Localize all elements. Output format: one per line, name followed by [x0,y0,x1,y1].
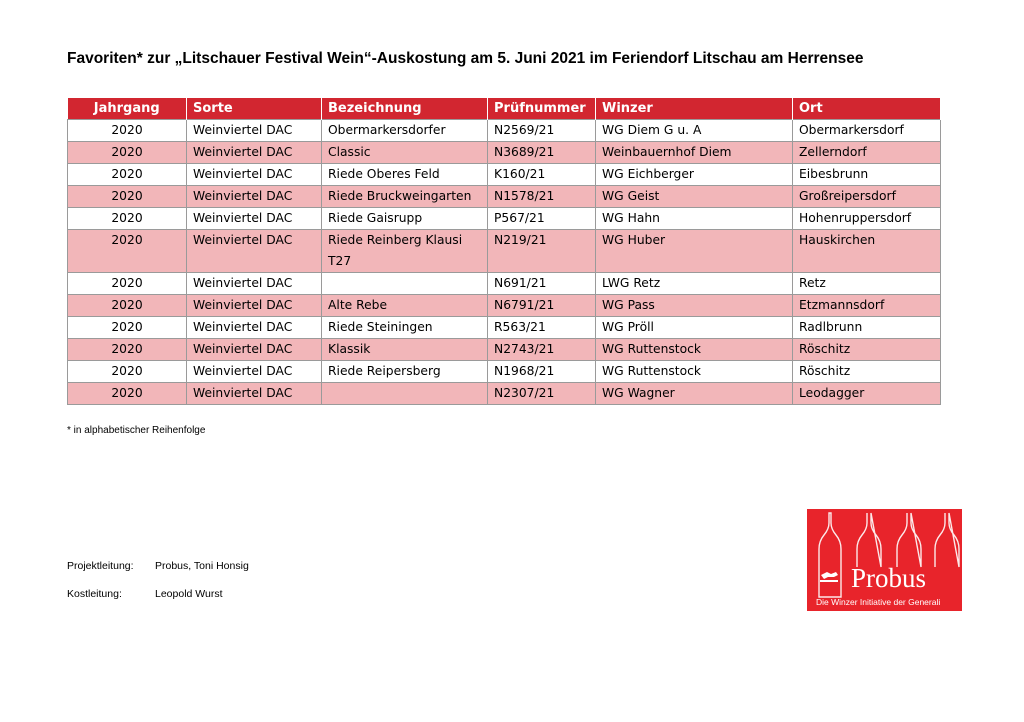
cell-jahrgang: 2020 [68,120,187,142]
project-lead-label: Projektleitung: [67,560,134,572]
cell-bezeichnung [322,273,488,295]
tasting-lead-value: Leopold Wurst [155,588,223,600]
project-lead [67,560,249,572]
cell-winzer: WG Pröll [596,317,793,339]
cell-pruefnummer: N2569/21 [488,120,596,142]
cell-winzer: WG Huber [596,230,793,273]
cell-sorte: Weinviertel DAC [187,120,322,142]
cell-bezeichnung [322,383,488,405]
column-header-winzer: Winzer [596,98,793,120]
table-row [68,317,941,339]
cell-ort: Hohenruppersdorf [793,208,941,230]
table-row [68,273,941,295]
cell-bezeichnung: Klassik [322,339,488,361]
probus-logo [807,509,962,611]
cell-pruefnummer: N1968/21 [488,361,596,383]
cell-jahrgang: 2020 [68,361,187,383]
column-header-jahrgang: Jahrgang [68,98,187,120]
cell-bezeichnung: Riede Gaisrupp [322,208,488,230]
footnote: * in alphabetischer Reihenfolge [67,425,206,436]
cell-sorte: Weinviertel DAC [187,339,322,361]
cell-bezeichnung: Riede Steiningen [322,317,488,339]
cell-pruefnummer: N1578/21 [488,186,596,208]
cell-bezeichnung: Riede Oberes Feld [322,164,488,186]
table-row [68,295,941,317]
cell-pruefnummer: N6791/21 [488,295,596,317]
cell-winzer: WG Pass [596,295,793,317]
project-lead-value: Probus, Toni Honsig [155,560,249,572]
table-row [68,142,941,164]
cell-ort: Großreipersdorf [793,186,941,208]
cell-pruefnummer: N219/21 [488,230,596,273]
cell-jahrgang: 2020 [68,273,187,295]
table-row [68,361,941,383]
table-body [68,120,941,405]
cell-sorte: Weinviertel DAC [187,295,322,317]
cell-jahrgang: 2020 [68,230,187,273]
column-header-pruefnummer: Prüfnummer [488,98,596,120]
page-title: Favoriten* zur „Litschauer Festival Wein“-Auskostung am 5. Juni 2021 im Feriendorf Litschau am Herrensee [67,50,864,67]
tasting-lead-label: Kostleitung: [67,588,122,600]
cell-winzer: WG Ruttenstock [596,339,793,361]
cell-bezeichnung: Alte Rebe [322,295,488,317]
cell-bezeichnung: Riede Reipersberg [322,361,488,383]
cell-sorte: Weinviertel DAC [187,273,322,295]
table-row [68,186,941,208]
cell-ort: Retz [793,273,941,295]
cell-ort: Leodagger [793,383,941,405]
cell-sorte: Weinviertel DAC [187,186,322,208]
cell-ort: Röschitz [793,361,941,383]
table-row [68,120,941,142]
cell-jahrgang: 2020 [68,142,187,164]
table-row [68,339,941,361]
cell-sorte: Weinviertel DAC [187,230,322,273]
cell-winzer: WG Wagner [596,383,793,405]
cell-jahrgang: 2020 [68,317,187,339]
logo-brand: Probus [851,563,927,593]
cell-sorte: Weinviertel DAC [187,208,322,230]
cell-winzer: WG Geist [596,186,793,208]
cell-jahrgang: 2020 [68,186,187,208]
cell-bezeichnung: Classic [322,142,488,164]
cell-ort: Hauskirchen [793,230,941,273]
cell-jahrgang: 2020 [68,164,187,186]
cell-pruefnummer: N2743/21 [488,339,596,361]
cell-winzer: Weinbauernhof Diem [596,142,793,164]
cell-jahrgang: 2020 [68,383,187,405]
cell-pruefnummer: P567/21 [488,208,596,230]
cell-winzer: LWG Retz [596,273,793,295]
table-header-row [68,98,941,120]
table-row [68,164,941,186]
cell-pruefnummer: R563/21 [488,317,596,339]
cell-pruefnummer: N2307/21 [488,383,596,405]
table-row [68,208,941,230]
cell-pruefnummer: K160/21 [488,164,596,186]
wine-table [67,98,941,405]
column-header-bezeichnung: Bezeichnung [322,98,488,120]
cell-winzer: WG Hahn [596,208,793,230]
cell-jahrgang: 2020 [68,295,187,317]
cell-jahrgang: 2020 [68,339,187,361]
cell-ort: Etzmannsdorf [793,295,941,317]
cell-ort: Obermarkersdorf [793,120,941,142]
cell-ort: Röschitz [793,339,941,361]
cell-winzer: WG Diem G u. A [596,120,793,142]
table-row [68,230,941,273]
cell-winzer: WG Eichberger [596,164,793,186]
cell-jahrgang: 2020 [68,208,187,230]
cell-ort: Zellerndorf [793,142,941,164]
tasting-lead [67,588,223,600]
cell-sorte: Weinviertel DAC [187,383,322,405]
cell-ort: Radlbrunn [793,317,941,339]
cell-bezeichnung: Obermarkersdorfer [322,120,488,142]
cell-sorte: Weinviertel DAC [187,164,322,186]
bottles-icon [807,509,962,611]
logo-tagline: Die Winzer Initiative der Generali [816,597,941,607]
cell-sorte: Weinviertel DAC [187,317,322,339]
cell-pruefnummer: N691/21 [488,273,596,295]
column-header-sorte: Sorte [187,98,322,120]
cell-winzer: WG Ruttenstock [596,361,793,383]
cell-bezeichnung: Riede Reinberg Klausi T27 [322,230,488,273]
cell-sorte: Weinviertel DAC [187,142,322,164]
column-header-ort: Ort [793,98,941,120]
cell-ort: Eibesbrunn [793,164,941,186]
cell-pruefnummer: N3689/21 [488,142,596,164]
cell-bezeichnung: Riede Bruckweingarten [322,186,488,208]
cell-sorte: Weinviertel DAC [187,361,322,383]
table-row [68,383,941,405]
